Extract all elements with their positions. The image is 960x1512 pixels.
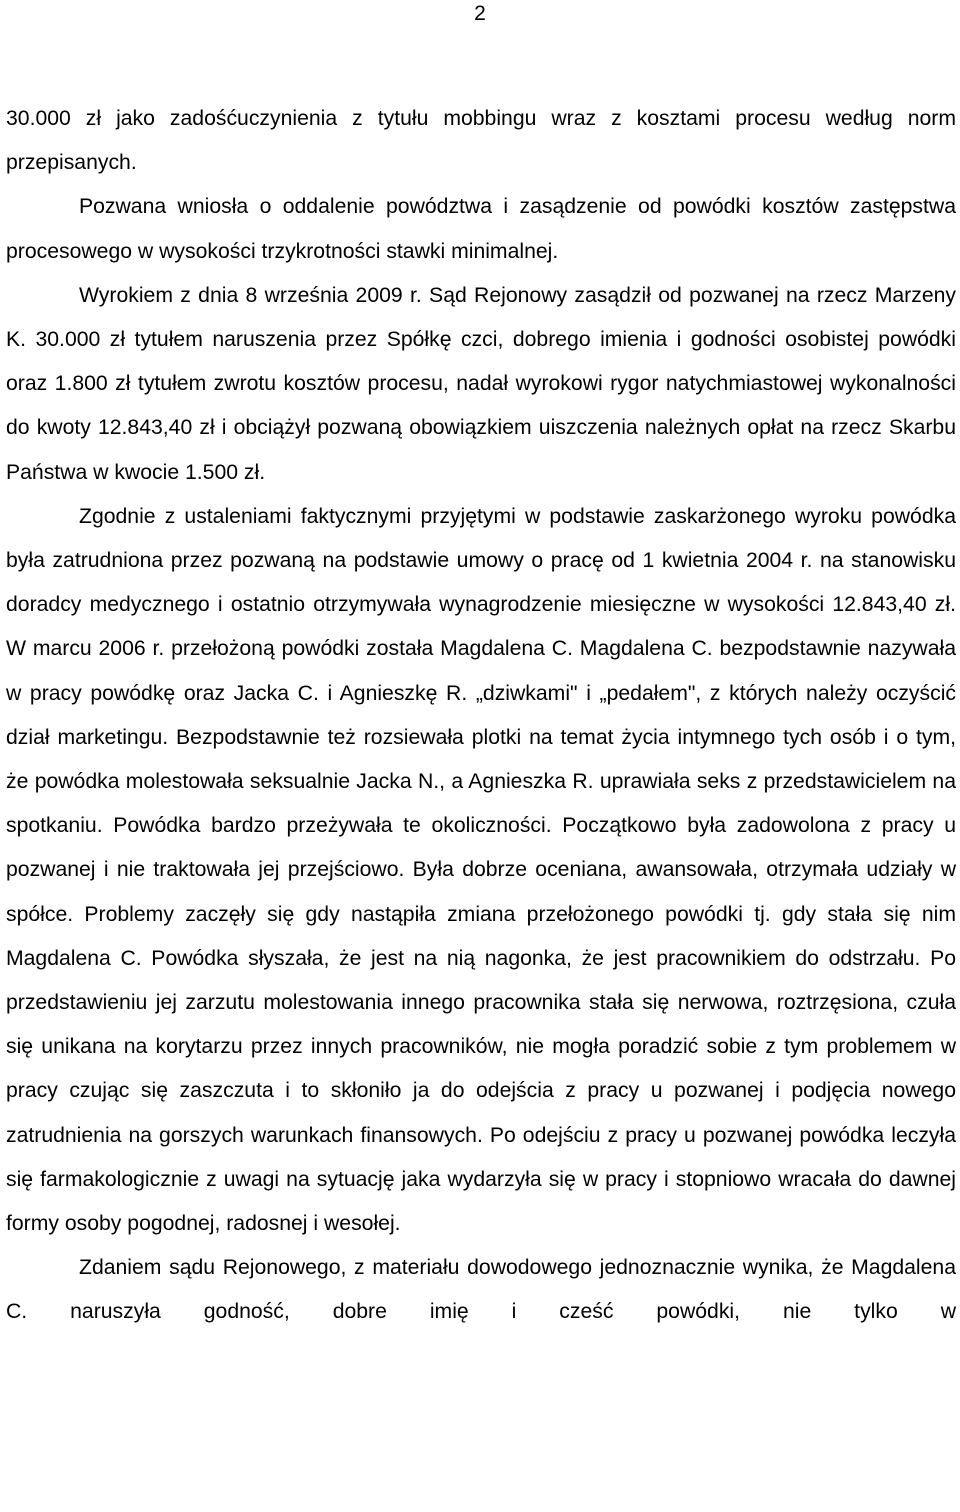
paragraph-court-opinion: Zdaniem sądu Rejonowego, z materiału dowodowego jednoznacznie wynika, że Magdalena C. naruszyła godność, dobre imię i cześć powódki, nie tylko w [6,1256,956,1324]
paragraph-defendant-motion: Pozwana wniosła o oddalenie powództwa i zasądzenie od powódki kosztów zastępstwa procesowego w wysokości trzykrotności stawki minimalnej. [6,195,956,263]
document-body [6,97,956,1335]
paragraph-judgment: Wyrokiem z dnia 8 września 2009 r. Sąd Rejonowy zasądził od pozwanej na rzecz Marzeny K. 30.000 zł tytułem naruszenia przez Spółkę czci, dobrego imienia i godności osobistej powódki oraz 1.800 zł tytułem zwrotu kosztów procesu, nadał wyrokowi rygor natychmiastowej wykonalności do kwoty 12.843,40 zł i obciążył pozwaną obowiązkiem uiszczenia należnych opłat na rzecz Skarbu Państwa w kwocie 1.500 zł. [6,283,956,484]
paragraph-claim-continuation: 30.000 zł jako zadośćuczynienia z tytułu mobbingu wraz z kosztami procesu według norm przepisanych. [6,107,956,175]
page-number: 2 [474,2,486,25]
paragraph-factual-findings: Zgodnie z ustaleniami faktycznymi przyjętymi w podstawie zaskarżonego wyroku powódka była zatrudniona przez pozwaną na podstawie umowy o pracę od 1 kwietnia 2004 r. na stanowisku doradcy medycznego i ostatnio otrzymywała wynagrodzenie miesięczne w wysokości 12.843,40 zł. W marcu 2006 r. przełożoną powódki została Magdalena C. Magdalena C. bezpodstawnie nazywała w pracy powódkę oraz Jacka C. i Agnieszkę R. „dziwkami" i „pedałem", z których należy oczyścić dział marketingu. Bezpodstawnie też rozsiewała plotki na temat życia intymnego tych osób i o tym, że powódka molestowała seksualnie Jacka N., a Agnieszka R. uprawiała seks z przedstawicielem na spotkaniu. Powódka bardzo przeżywała te okoliczności. Początkowo była zadowolona z pracy u pozwanej i nie traktowała jej przejściowo. Była dobrze oceniana, awansowała, otrzymała udziały w spółce. Problemy zaczęły się gdy nastąpiła zmiana przełożonego powódki tj. gdy stała się nim Magdalena C. Powódka słyszała, że jest na nią nagonka, że jest pracownikiem do odstrzału. Po przedstawieniu jej zarzutu molestowania innego pracownika stała się nerwowa, roztrzęsiona, czuła się unikana na korytarzu przez innych pracowników, nie mogła poradzić sobie z tym problemem w pracy czując się zaszczuta i to skłoniło ja do odejścia z pracy u pozwanej i podjęcia nowego zatrudnienia na gorszych warunkach finansowych. Po odejściu z pracy u pozwanej powódka leczyła się farmakologicznie z uwagi na sytuację jaka wydarzyła się w pracy i stopniowo wracała do dawnej formy osoby pogodnej, radosnej i wesołej. [6,504,956,1236]
